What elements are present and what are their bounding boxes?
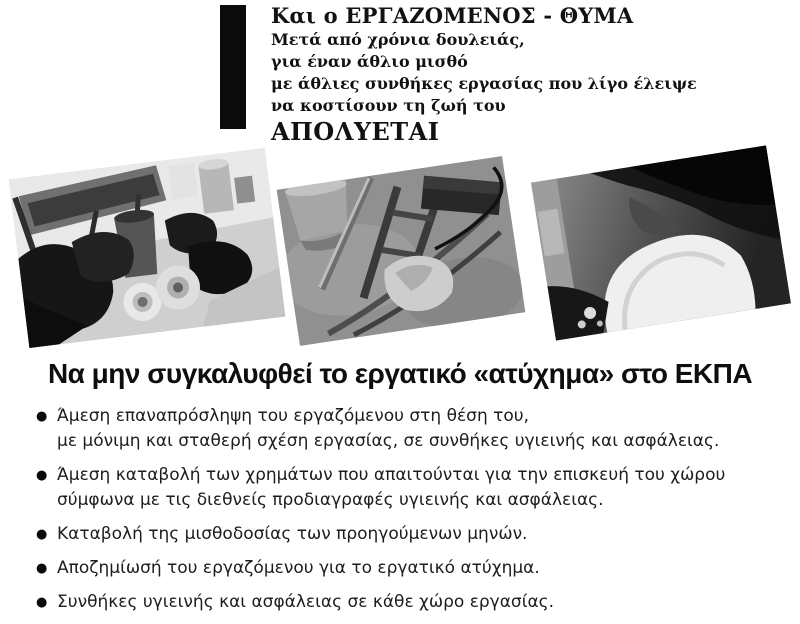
injured-worker-illustration	[531, 145, 791, 340]
demand-text: Άμεση καταβολή των χρημάτων που απαιτούνται για την επισκευή του χώρου	[57, 465, 726, 485]
demand-item	[36, 590, 784, 615]
intro-line: να κοστίσουν τη ζωή του	[271, 96, 506, 115]
decorative-black-bar	[220, 5, 246, 129]
demand-item	[36, 556, 784, 581]
damaged-floor-equipment-photo	[277, 156, 526, 346]
intro-title: Και ο ΕΡΓΑΖΟΜΕΝΟΣ - ΘΥΜΑ	[271, 3, 634, 28]
demand-text: με μόνιμη και σταθερή σχέση εργασίας, σε συνθήκες υγιεινής και ασφάλειας.	[57, 431, 720, 451]
demand-text: Αποζημίωσή του εργαζόμενου για το εργατικό ατύχημα.	[57, 558, 540, 578]
intro-line: Μετά από χρόνια δουλειάς,	[271, 30, 525, 49]
garbage-bags-storage-photo	[9, 148, 286, 348]
bullet-icon: ●	[36, 561, 48, 576]
demands-heading: Να μην συγκαλυφθεί το εργατικό «ατύχημα» στο ΕΚΠΑ	[47, 358, 753, 389]
intro-text-block	[271, 2, 791, 145]
demand-text: Καταβολή της μισθοδοσίας των προηγούμενων μηνών.	[57, 524, 528, 544]
demand-item	[36, 404, 784, 454]
injured-worker-photo	[531, 145, 791, 340]
floor-equipment-illustration	[277, 156, 526, 346]
demand-item	[36, 522, 784, 547]
bullet-icon: ●	[36, 468, 48, 483]
intro-line: για έναν άθλιο μισθό	[271, 52, 468, 71]
garbage-bags-illustration	[9, 148, 286, 348]
demand-text: σύμφωνα με τις διεθνείς προδιαγραφές υγιεινής και ασφάλειας.	[57, 490, 604, 510]
bullet-icon: ●	[36, 595, 48, 610]
demand-item	[36, 463, 784, 513]
intro-line: με άθλιες συνθήκες εργασίας που λίγο έλειψε	[271, 74, 697, 93]
bullet-icon: ●	[36, 409, 48, 424]
demand-text: Συνθήκες υγιεινής και ασφάλειας σε κάθε χώρο εργασίας.	[57, 592, 555, 612]
dismissal-word: ΑΠΟΛΥΕΤΑΙ	[271, 117, 440, 146]
bullet-icon: ●	[36, 527, 48, 542]
demands-list	[36, 404, 784, 624]
demand-text: Άμεση επαναπρόσληψη του εργαζόμενου στη θέση του,	[57, 406, 530, 426]
